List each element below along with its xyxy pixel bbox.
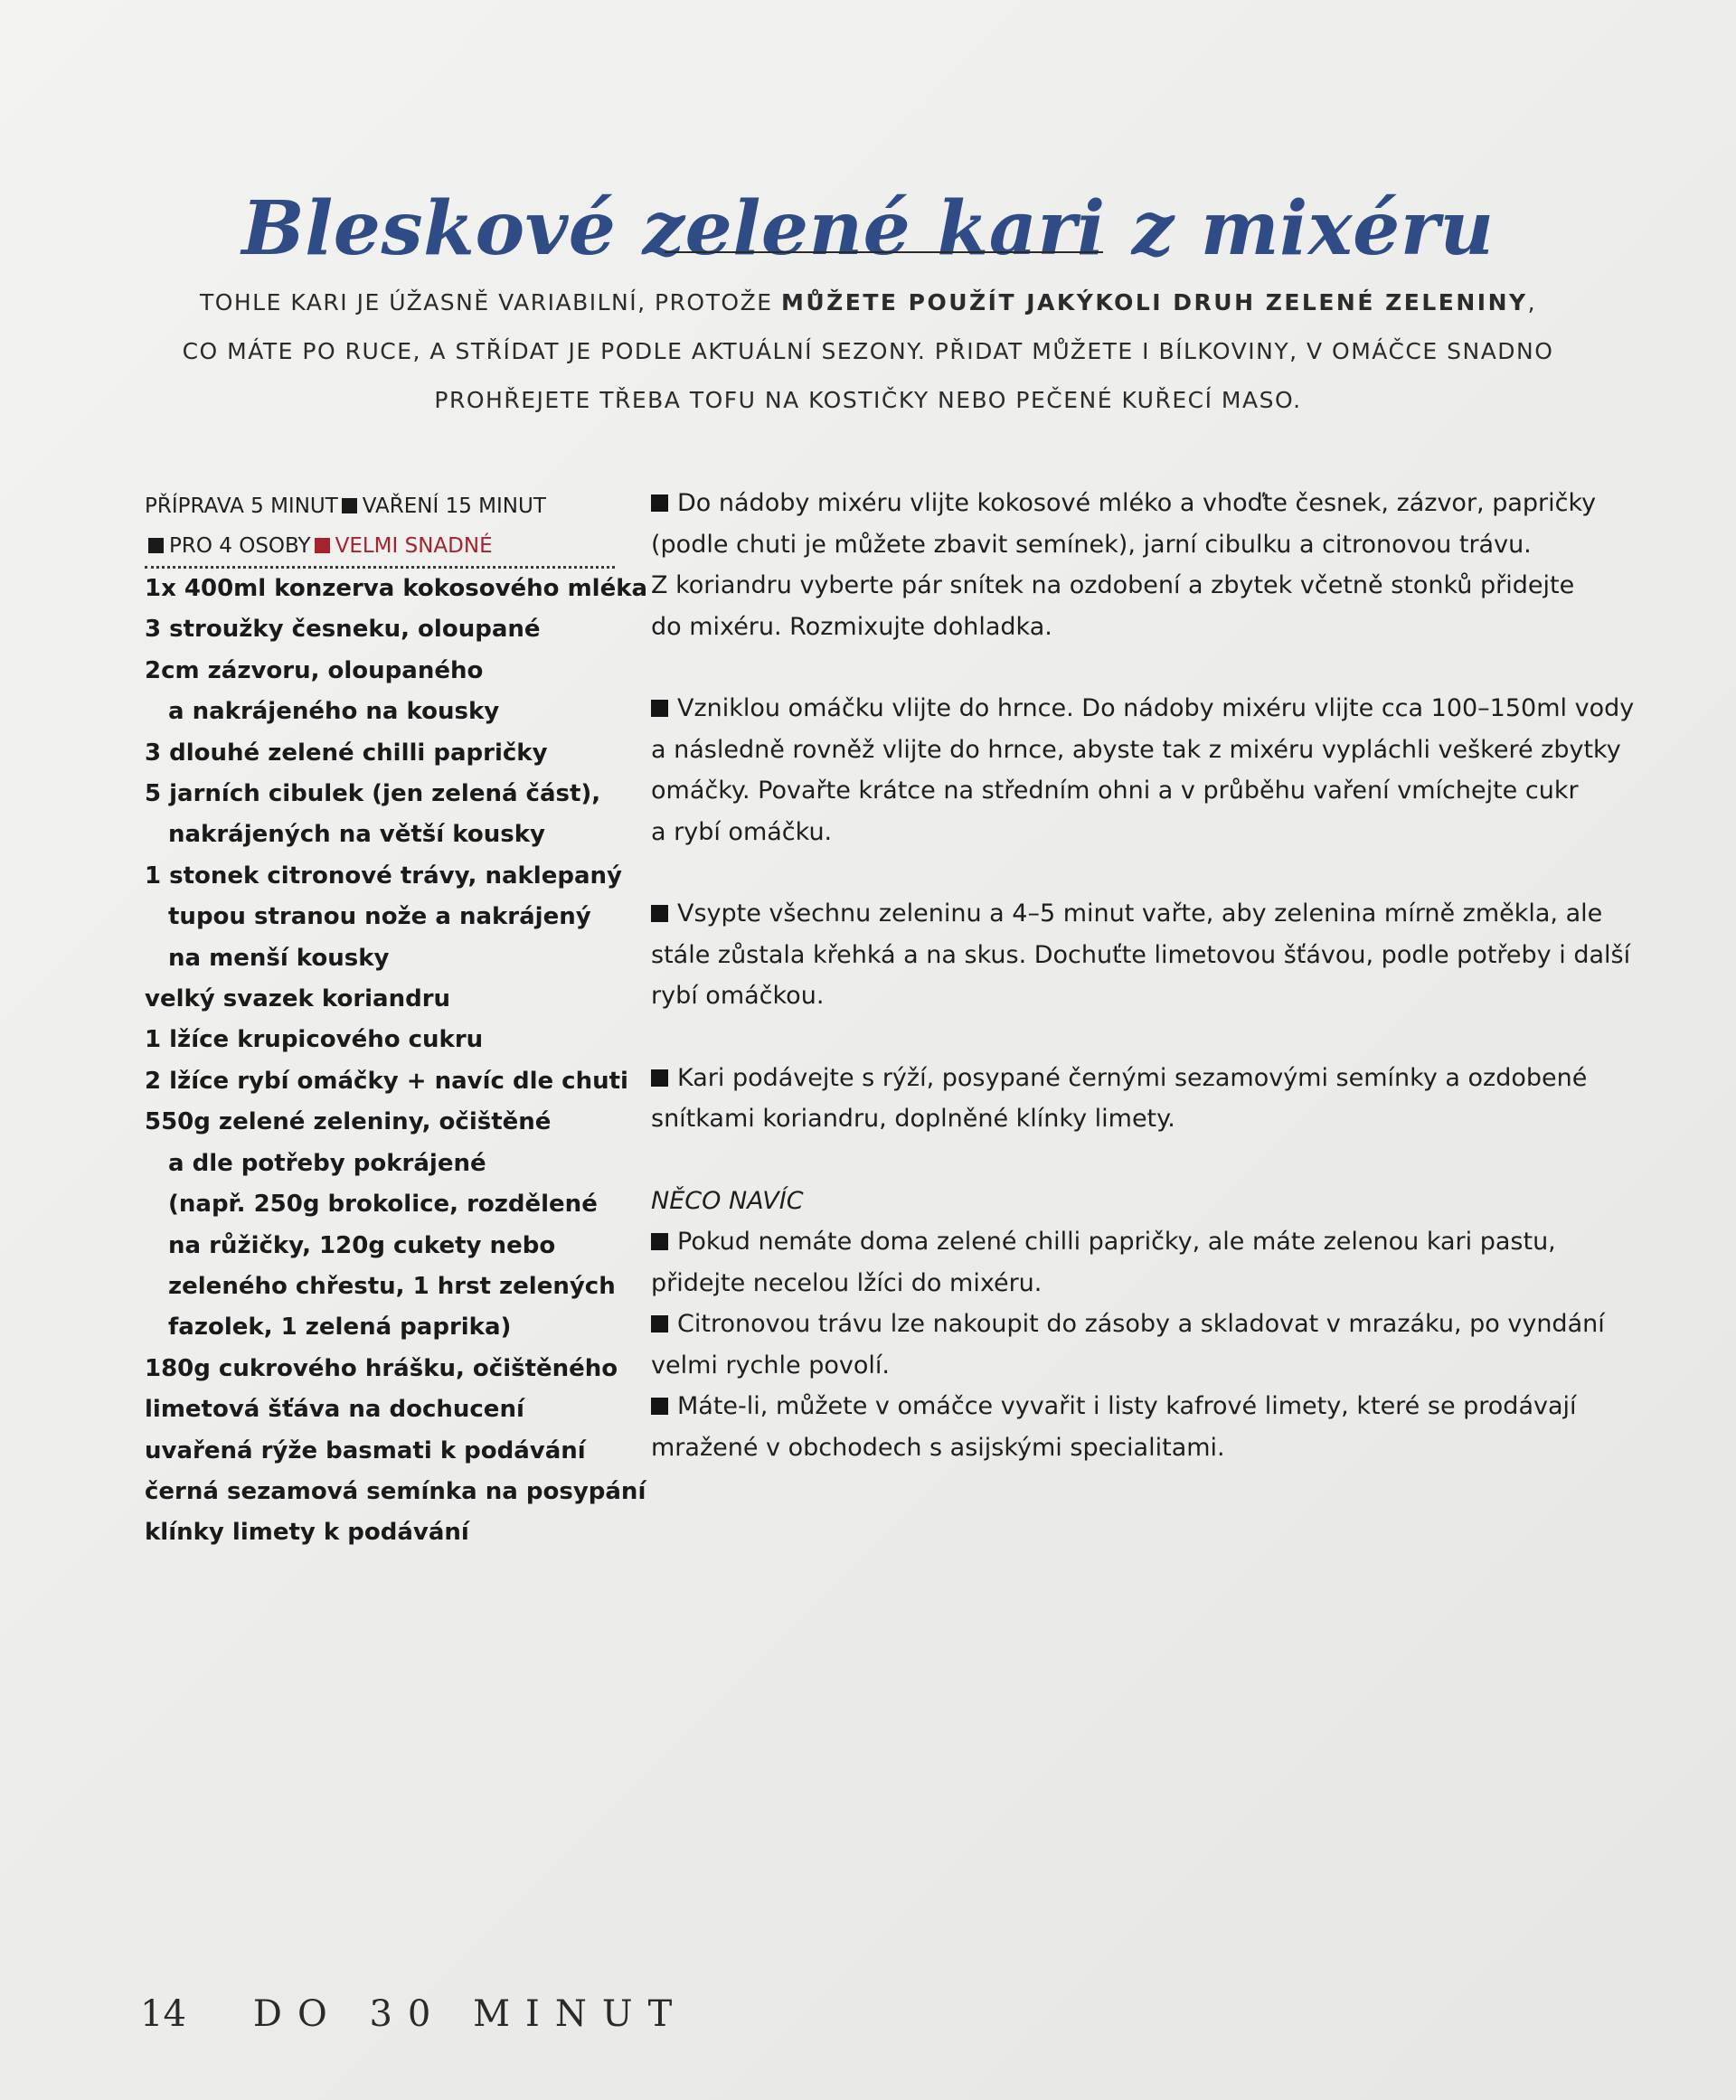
tip-text-line: Pokud nemáte doma zelené chilli papričky, ale máte zelenou kari pastu, [677, 1228, 1556, 1256]
square-bullet-icon [342, 498, 357, 513]
ingredient-item: nakrájených na větší kousky [168, 821, 545, 849]
ingredient-item: fazolek, 1 zelená paprika) [168, 1314, 512, 1342]
title-part-2: zelené kari [642, 184, 1106, 272]
intro-line-3: PROHŘEJETE TŘEBA TOFU NA KOSTIČKY NEBO PEČENÉ KUŘECÍ MASO. [434, 387, 1302, 413]
section-name: DO 30 MINUT [252, 1993, 688, 2035]
intro-line-1c: , [1527, 289, 1537, 315]
ingredient-item: 2 lžíce rybí omáčky + navíc dle chuti [145, 1067, 628, 1095]
tip-text-line: mražené v obchodech s asijskými specialitami. [651, 1433, 1225, 1462]
step-text-line: omáčky. Povařte krátce na středním ohni a v průběhu vaření vmíchejte cukr [651, 777, 1579, 805]
tip-line [651, 1304, 1618, 1345]
step-text-line: snítkami koriandru, doplněné klínky limety. [651, 1105, 1175, 1133]
ingredient-item: (např. 250g brokolice, rozdělené [168, 1191, 598, 1219]
intro-line-2: CO MÁTE PO RUCE, A STŘÍDAT JE PODLE AKTUÁLNÍ SEZONY. PŘIDAT MŮŽETE I BÍLKOVINY, V OMÁČCE SNADNO [182, 338, 1554, 364]
step-text-line: do mixéru. Rozmixujte dohladka. [651, 612, 1052, 641]
square-bullet-icon [651, 1069, 668, 1087]
title-divider [665, 251, 1103, 253]
ingredient-item: klínky limety k podávání [145, 1519, 469, 1547]
cook-time: VAŘENÍ 15 MINUT [362, 494, 546, 518]
ingredient-item: a dle potřeby pokrájené [168, 1149, 486, 1177]
ingredient-item: 1x 400ml konzerva kokosového mléka [145, 575, 648, 602]
intro-emphasis: MŮŽETE POUŽÍT JAKÝKOLI DRUH ZELENÉ ZELENINY [780, 289, 1528, 315]
recipe-meta [145, 486, 633, 569]
ingredient-item: 3 dlouhé zelené chilli papričky [145, 739, 548, 767]
ingredient-item: černá sezamová semínka na posypání [145, 1477, 646, 1505]
page-footer [140, 1993, 687, 2035]
ingredient-item: 5 jarních cibulek (jen zelená část), [145, 780, 601, 808]
ingredient-item: 3 stroužky česneku, oloupané [145, 616, 541, 644]
ingredient-item: 1 stonek citronové trávy, naklepaný [145, 862, 622, 890]
step-text-line: Do nádoby mixéru vlijte kokosové mléko a vhoďte česnek, zázvor, papričky [677, 489, 1597, 517]
ingredients-column [145, 486, 648, 1554]
ingredient-item: limetová šťáva na dochucení [145, 1396, 524, 1424]
intro-line-1 [136, 278, 1600, 327]
step-text-line: Kari podávejte s rýží, posypané černými sezamovými semínky a ozdobené [677, 1063, 1588, 1092]
ingredient-item: tupou stranou nože a nakrájený [168, 903, 591, 931]
square-bullet-icon [651, 1315, 668, 1333]
tip-text-line: přidejte necelou lžíci do mixéru. [651, 1268, 1043, 1297]
step-text-line: rybí omáčkou. [651, 982, 825, 1010]
ingredient-item: velký svazek koriandru [145, 985, 451, 1013]
ingredient-item: a nakrájeného na kousky [168, 698, 500, 726]
difficulty: VELMI SNADNÉ [335, 534, 493, 558]
square-bullet-icon [148, 538, 164, 553]
ingredient-item: 180g cukrového hrášku, očištěného [145, 1354, 618, 1382]
step-text-line: Vsypte všechnu zeleninu a 4–5 minut vařte, aby zelenina mírně změkla, ale [677, 899, 1603, 928]
tip-line [651, 1221, 1618, 1263]
servings: PRO 4 OSOBY [169, 534, 311, 558]
square-bullet-icon [651, 700, 668, 717]
ingredient-item: zeleného chřestu, 1 hrst zelených [168, 1272, 616, 1300]
tip-line [651, 1263, 1618, 1304]
square-bullet-icon [651, 1233, 668, 1250]
ingredient-item: 1 lžíce krupicového cukru [145, 1026, 484, 1054]
ingredient-item: uvařená rýže basmati k podávání [145, 1436, 586, 1464]
ingredient-item: na růžičky, 120g cukety nebo [168, 1231, 556, 1259]
recipe-intro [136, 278, 1600, 425]
tip-text-line: velmi rychle povolí. [651, 1351, 890, 1380]
method-step [651, 483, 1618, 647]
ingredients-list [145, 569, 648, 1554]
step-text-line: stále zůstala křehká a na skus. Dochuťte limetovou šťávou, podle potřeby i další [651, 940, 1631, 969]
step-text-line: a následně rovněž vlijte do hrnce, abyste tak z mixéru vypláchli veškeré zbytky [651, 735, 1621, 764]
title-part-3: z mixéru [1105, 184, 1495, 272]
page-number: 14 [140, 1993, 186, 2035]
method-step [651, 893, 1631, 1017]
ingredient-item: 550g zelené zeleniny, očištěné [145, 1108, 552, 1136]
method-step [651, 688, 1635, 852]
square-bullet-icon [651, 1398, 668, 1415]
red-square-bullet-icon [315, 538, 330, 553]
tip-text-line: Máte-li, můžete v omáčce vyvařit i listy kafrové limety, které se prodávají [677, 1392, 1577, 1420]
step-text-line: a rybí omáčku. [651, 817, 833, 846]
intro-line-1a: TOHLE KARI JE ÚŽASNĚ VARIABILNÍ, PROTOŽE [199, 289, 781, 315]
method-column [651, 483, 1635, 1468]
step-text-line: (podle chuti je můžete zbavit semínek), jarní cibulku a citronovou trávu. [651, 530, 1532, 559]
recipe-title [0, 185, 1736, 272]
prep-time: PŘÍPRAVA 5 MINUT [145, 494, 338, 518]
method-steps [651, 483, 1635, 1140]
title-part-1: Bleskové [241, 184, 643, 272]
square-bullet-icon [651, 905, 668, 922]
tip-line [651, 1427, 1618, 1469]
step-text-line: Vzniklou omáčku vlijte do hrnce. Do nádoby mixéru vlijte cca 100–150ml vody [677, 694, 1635, 722]
tip-line [651, 1345, 1618, 1387]
meta-line-1 [145, 486, 633, 526]
meta-line-2 [145, 526, 615, 569]
step-text-line: Z koriandru vyberte pár snítek na ozdobení a zbytek včetně stonků přidejte [651, 571, 1575, 599]
extra-tips [651, 1181, 1618, 1469]
tip-text-line: Citronovou trávu lze nakoupit do zásoby a skladovat v mrazáku, po vyndání [677, 1310, 1605, 1338]
square-bullet-icon [651, 494, 668, 512]
tips-list [651, 1221, 1618, 1468]
tip-line [651, 1386, 1618, 1427]
method-step [651, 1058, 1618, 1140]
ingredient-item: 2cm zázvoru, oloupaného [145, 656, 484, 684]
ingredient-item: na menší kousky [168, 944, 390, 972]
extra-title: NĚCO NAVÍC [651, 1186, 804, 1215]
